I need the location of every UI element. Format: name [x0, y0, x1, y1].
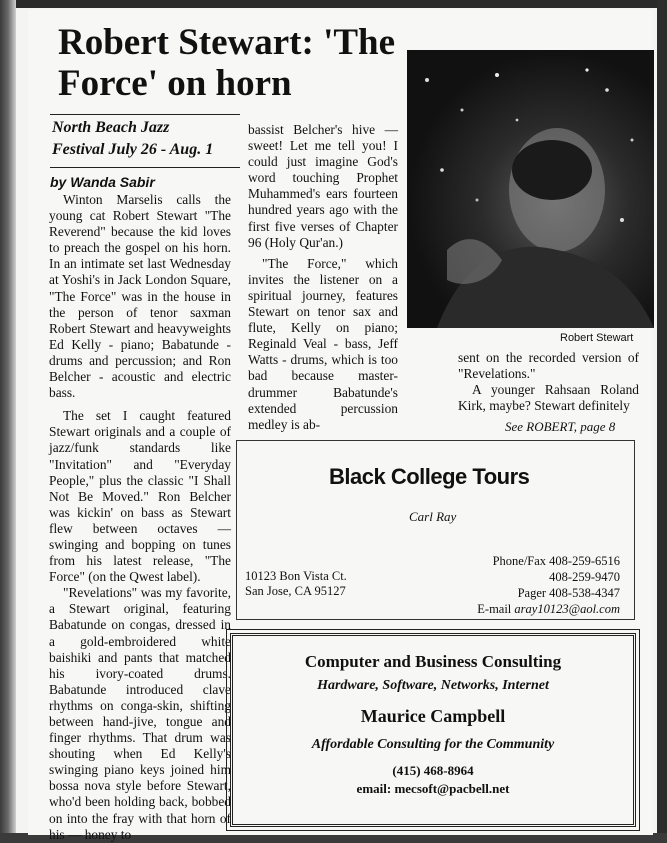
- rule: [50, 167, 240, 168]
- rule: [50, 114, 240, 115]
- paragraph: Winton Marselis calls the young cat Robert Stewart "The Reverend" because the kid loves to preach the gospel on his horn. In an intimate set last Wednesday at Yoshi's in Jack London Square, "The Force" was in the house in the person of tenor saxman Robert Stewart and heavyweights Ed Kelly - piano; Babatunde - drums and percussion; and Ron Belcher - acoustic and electric bass.: [49, 192, 231, 401]
- email-line: [477, 601, 620, 617]
- ad-contact-name: Carl Ray: [409, 509, 457, 524]
- ad-email: email: mecsoft@pacbell.net: [356, 781, 510, 796]
- pager: Pager 408-538-4347: [517, 586, 620, 600]
- paragraph: bassist Belcher's hive — sweet! Let me tell you! I could just imagine God's word touching Prophet Muhammed's ears fourteen hundred years ago with the first five verses of Chapter 96 (Holy Qur'an.): [248, 122, 398, 250]
- ad-services: Hardware, Software, Networks, Internet: [317, 678, 549, 693]
- ad-tagline: Affordable Consulting for the Community: [311, 737, 555, 752]
- light-dot: [631, 139, 634, 142]
- light-dot: [585, 68, 588, 71]
- jump-line: See ROBERT, page 8: [505, 419, 616, 434]
- email-address: aray10123@aol.com: [514, 602, 620, 616]
- photo-hair: [512, 140, 592, 200]
- address-line-2: San Jose, CA 95127: [245, 584, 346, 598]
- address-line-1: 10123 Bon Vista Ct.: [245, 569, 347, 583]
- light-dot: [516, 119, 519, 122]
- paragraph: A younger Rahsaan Roland Kirk, maybe? Stewart definitely: [458, 382, 639, 414]
- scan-edge-right: [657, 0, 667, 843]
- article-column-1: [49, 192, 231, 843]
- light-dot: [461, 109, 464, 112]
- deck-line-2: Festival July 26 - Aug. 1: [52, 141, 214, 158]
- light-dot: [620, 218, 624, 222]
- paragraph: sent on the recorded version of "Revelations.": [458, 350, 639, 382]
- paragraph: The set I caught featured Stewart originals and a couple of jazz/funk standards like "Invitation" and "Everyday People," plus the classic "I Shall Not Be Moved." Ron Belcher was kickin' on bass as Stewart flew between octaves — swinging and bopping on tunes from his latest release, "The Force" (on the Qwest label).: [49, 408, 231, 585]
- light-dot: [495, 73, 499, 77]
- ad-address: [245, 569, 347, 599]
- byline: by Wanda Sabir: [50, 174, 155, 190]
- phone-fax: Phone/Fax 408-259-6516: [492, 554, 620, 568]
- email-label: E-mail: [477, 602, 512, 616]
- deck: [52, 117, 244, 161]
- ad-phone: (415) 468-8964: [392, 763, 474, 778]
- consulting-ad: [230, 633, 636, 827]
- paragraph: "The Force," which invites the listener on a spiritual journey, features Stewart on tenor sax and flute, Kelly on piano; Reginald Veal - bass, Jeff Watts - drums, which is too bad because master-drummer Babatunde's extended percussion medley is ab-: [248, 255, 398, 432]
- light-dot: [476, 199, 479, 202]
- article-column-2: [248, 122, 398, 433]
- headline: Robert Stewart: 'The Force' on horn: [58, 22, 396, 104]
- phone-2: 408-259-9470: [549, 570, 620, 584]
- light-dot: [425, 78, 429, 82]
- black-college-tours-ad: [236, 440, 635, 620]
- photo-image: [407, 50, 654, 328]
- ad-title: Black College Tours: [329, 464, 530, 489]
- deck-line-1: North Beach Jazz: [52, 119, 170, 136]
- robert-stewart-photo: [407, 50, 654, 328]
- photo-caption: Robert Stewart: [560, 332, 634, 344]
- article-column-3: [458, 350, 639, 414]
- ad-title: Computer and Business Consulting: [304, 652, 562, 671]
- light-dot: [440, 168, 444, 172]
- scan-edge-left: [0, 0, 16, 843]
- ad-name: Maurice Campbell: [360, 706, 506, 726]
- paragraph: "Revelations" was my favorite, a Stewart original, featuring Babatunde on congas, dressed in a gold-embroidered white baishiki and pants that matched his ivory-coated drums. Babatunde introduced clave rhythms on conga-skin, shifting between hand-jive, tongue and finger rhythms. That drum was shouting when Ed Kelly's swinging piano keys joined him bossa nova style before Stewart, who'd been holding back, bobbed on into the fray with that horn of his — honey to: [49, 585, 231, 842]
- scan-edge-top: [0, 0, 667, 8]
- ad-contact-info: [477, 553, 620, 617]
- light-dot: [605, 88, 609, 92]
